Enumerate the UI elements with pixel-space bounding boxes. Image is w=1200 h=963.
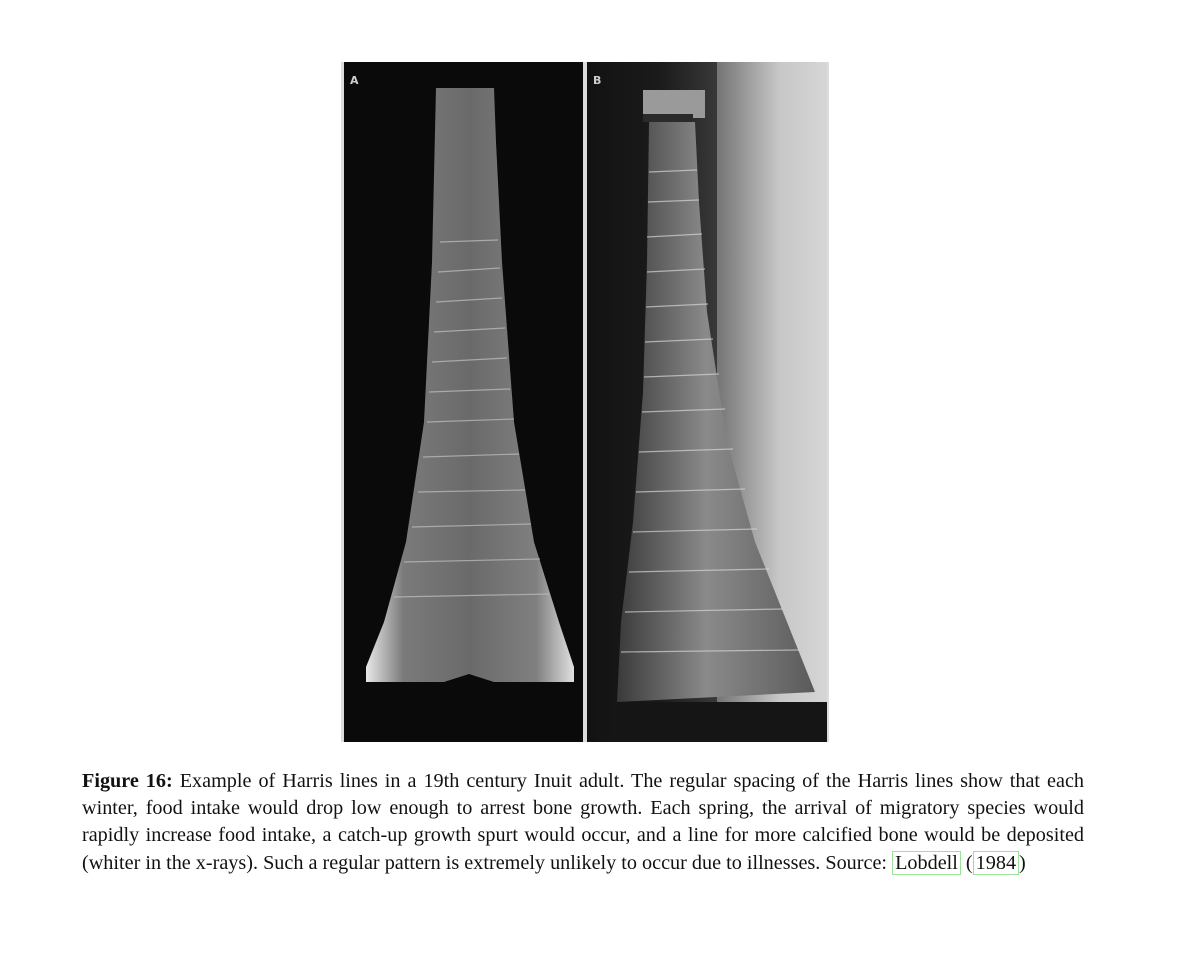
caption-text: Example of Harris lines in a 19th century Inuit adult. The regular spacing of the Harris lines show that each winter, food intake would drop low enough to arrest bone growth. Each spring, the arrival of migratory species would rapidly increase food intake, a catch-up growth spurt would occur, and a line for more calcified bone would be deposited (whiter in the x-rays). Such a regular pattern is extremely unlikely to occur due to illnesses. Source:	[82, 770, 1085, 874]
bone-xray-b-image	[587, 62, 827, 742]
xray-panel-a	[344, 62, 583, 742]
citation-close-paren: )	[1019, 851, 1026, 874]
xray-panel-b	[587, 62, 827, 742]
panel-a-label: A	[350, 74, 359, 87]
citation-author-link[interactable]: Lobdell	[892, 851, 961, 875]
citation-year-link[interactable]: 1984	[973, 851, 1019, 875]
bone-xray-a-image	[344, 62, 583, 742]
citation-open-paren: (	[965, 851, 973, 874]
figure-label: Figure 16:	[82, 770, 173, 792]
panel-b-label: B	[593, 74, 602, 87]
xray-figure	[341, 62, 829, 742]
figure-caption	[82, 768, 1084, 877]
